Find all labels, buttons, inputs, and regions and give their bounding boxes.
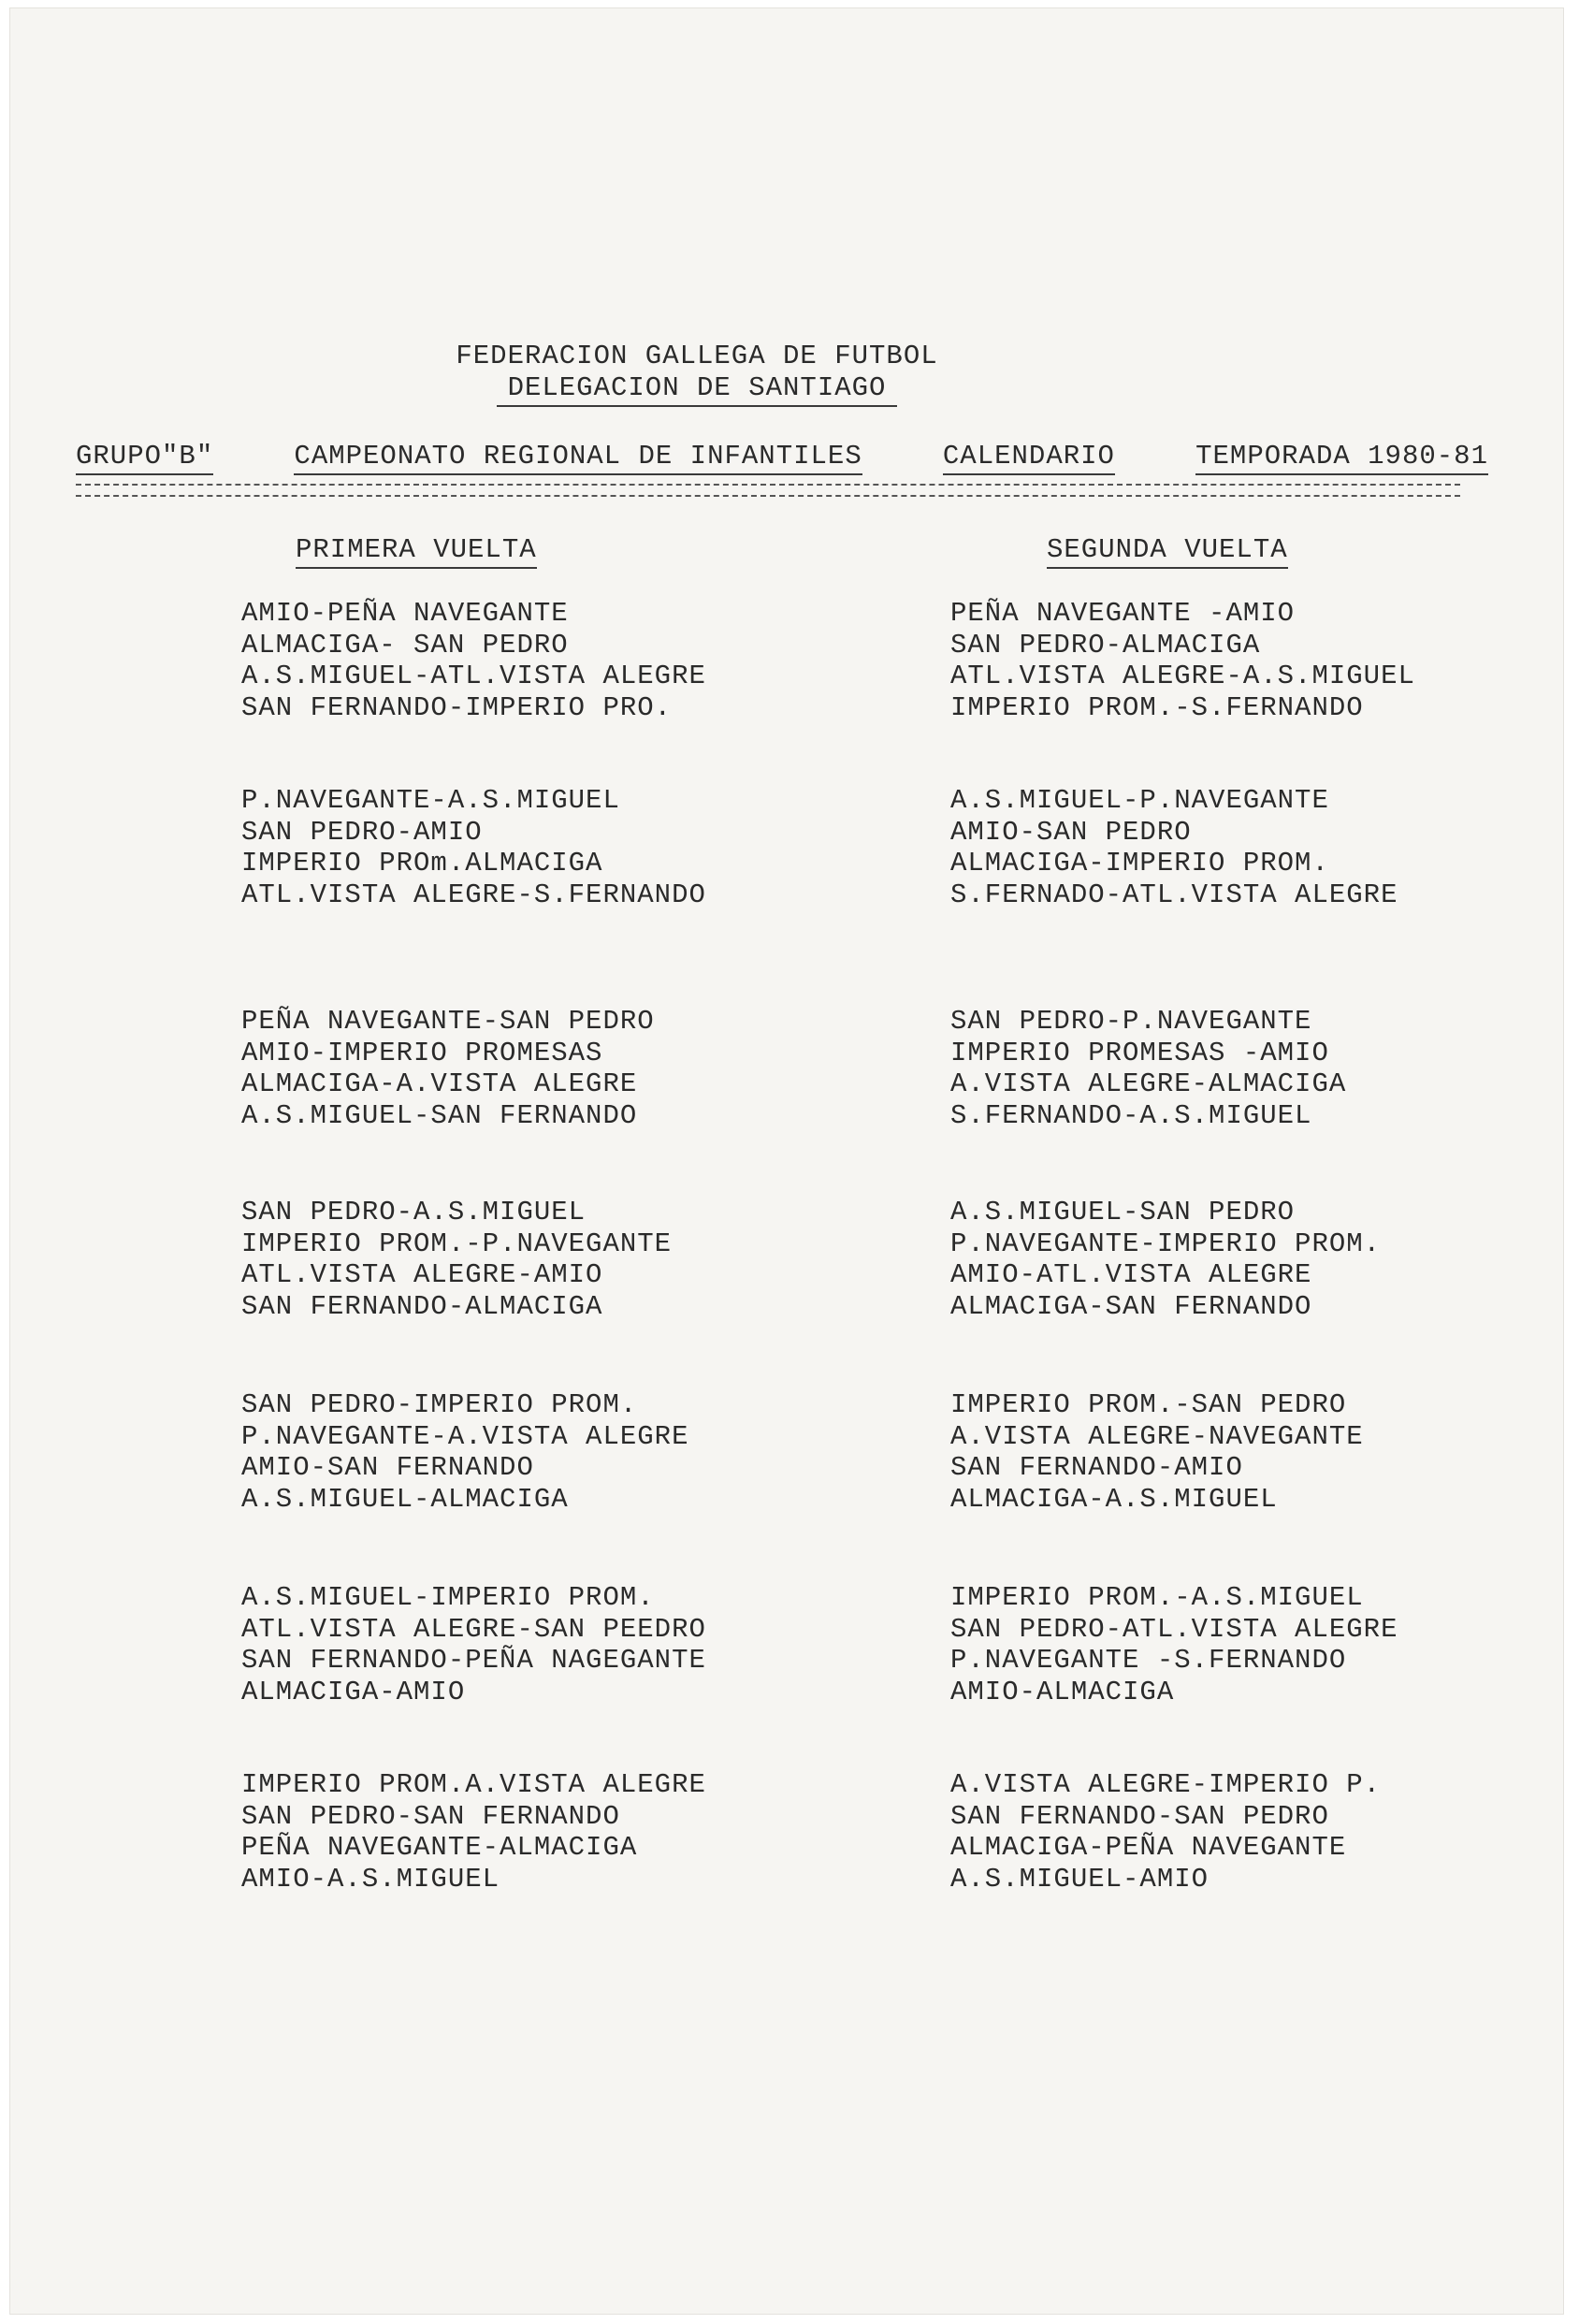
matchday-block — [241, 598, 706, 723]
match-line: ATL.VISTA ALEGRE-SAN PEEDRO — [241, 1613, 706, 1645]
match-line: ALMACIGA-PEÑA NAVEGANTE — [950, 1832, 1347, 1863]
season-label: TEMPORADA 1980-81 — [1195, 441, 1488, 475]
match-line: ATL.VISTA ALEGRE-A.S.MIGUEL — [950, 661, 1415, 691]
delegation-subtitle — [0, 372, 1473, 403]
match-line: A.S.MIGUEL-SAN FERNANDO — [241, 1099, 638, 1131]
match-line: IMPERIO PROM.-S.FERNANDO — [950, 691, 1364, 723]
match-line: IMPERIO PROM.-SAN PEDRO — [950, 1389, 1347, 1420]
match-line: IMPERIO PROM.-P.NAVEGANTE — [241, 1227, 673, 1259]
calendar-label: CALENDARIO — [943, 441, 1115, 475]
match-line: ALMACIGA-A.S.MIGUEL — [950, 1483, 1278, 1515]
match-line: SAN FERNANDO-IMPERIO PRO. — [241, 691, 673, 723]
match-line: SAN FERNANDO-PEÑA NAGEGANTE — [241, 1645, 706, 1676]
match-line: ALMACIGA-SAN FERNANDO — [950, 1290, 1312, 1322]
matchday-block — [950, 1006, 1346, 1131]
match-line: IMPERIO PROM.-A.S.MIGUEL — [950, 1582, 1364, 1613]
matchday-block — [950, 1389, 1364, 1515]
match-line: ATL.VISTA ALEGRE-AMIO — [241, 1259, 603, 1290]
matchday-block — [950, 598, 1415, 723]
group-label: GRUPO"B" — [76, 441, 213, 475]
match-line: A.S.MIGUEL-P.NAVEGANTE — [950, 785, 1329, 816]
match-line: A.VISTA ALEGRE-ALMACIGA — [950, 1068, 1347, 1099]
match-line: SAN PEDRO-IMPERIO PROM. — [241, 1389, 638, 1420]
championship-line — [76, 441, 1488, 475]
match-line: A.S.MIGUEL-SAN PEDRO — [950, 1197, 1296, 1227]
match-line: S.FERNADO-ATL.VISTA ALEGRE — [950, 879, 1398, 910]
match-line: AMIO-ATL.VISTA ALEGRE — [950, 1259, 1312, 1290]
match-line: A.VISTA ALEGRE-IMPERIO P. — [950, 1769, 1382, 1800]
match-line: IMPERIO PROm.ALMACIGA — [241, 848, 603, 879]
match-line: ATL.VISTA ALEGRE-S.FERNANDO — [241, 879, 706, 910]
match-line: P.NAVEGANTE-A.VISTA ALEGRE — [241, 1420, 689, 1452]
typewritten-sheet — [9, 7, 1564, 2315]
matchday-block — [241, 1197, 672, 1322]
matchday-block — [950, 1197, 1381, 1322]
match-line: P.NAVEGANTE -S.FERNANDO — [950, 1645, 1347, 1676]
matchday-block — [241, 785, 706, 910]
matchday-block — [241, 1389, 688, 1515]
match-line: IMPERIO PROM.A.VISTA ALEGRE — [241, 1769, 706, 1800]
match-line: SAN PEDRO-P.NAVEGANTE — [950, 1006, 1312, 1037]
match-line: A.S.MIGUEL-AMIO — [950, 1863, 1210, 1895]
segunda-vuelta-heading — [1047, 534, 1288, 565]
match-line: SAN PEDRO-AMIO — [241, 816, 483, 848]
matchday-block — [241, 1006, 655, 1131]
delegation-text: DELEGACION DE SANTIAGO — [497, 372, 898, 407]
match-line: SAN FERNANDO-SAN PEDRO — [950, 1800, 1329, 1832]
match-line: SAN FERNANDO-ALMACIGA — [241, 1290, 603, 1322]
match-line: PEÑA NAVEGANTE -AMIO — [950, 598, 1296, 629]
federation-title: FEDERACION GALLEGA DE FUTBOL — [456, 341, 938, 371]
match-line: P.NAVEGANTE-IMPERIO PROM. — [950, 1227, 1382, 1259]
match-line: ALMACIGA- SAN PEDRO — [241, 629, 569, 661]
match-line: SAN PEDRO-ATL.VISTA ALEGRE — [950, 1613, 1398, 1645]
match-line: A.VISTA ALEGRE-NAVEGANTE — [950, 1420, 1364, 1452]
matchday-block — [950, 1769, 1381, 1895]
match-line: A.S.MIGUEL-ALMACIGA — [241, 1483, 569, 1515]
championship-label: CAMPEONATO REGIONAL DE INFANTILES — [294, 441, 862, 475]
match-line: ALMACIGA-A.VISTA ALEGRE — [241, 1068, 638, 1099]
match-line: AMIO-SAN PEDRO — [950, 816, 1192, 848]
match-line: AMIO-IMPERIO PROMESAS — [241, 1037, 603, 1068]
match-line: SAN FERNANDO-AMIO — [950, 1452, 1243, 1483]
primera-vuelta-title: PRIMERA VUELTA — [296, 534, 537, 569]
match-line: IMPERIO PROMESAS -AMIO — [950, 1037, 1329, 1068]
match-line: AMIO-A.S.MIGUEL — [241, 1863, 500, 1895]
match-line: SAN PEDRO-SAN FERNANDO — [241, 1800, 620, 1832]
primera-vuelta-heading — [296, 534, 537, 565]
match-line: A.S.MIGUEL-ATL.VISTA ALEGRE — [241, 661, 706, 691]
matchday-block — [241, 1769, 706, 1895]
matchday-block — [950, 1582, 1398, 1707]
match-line: PEÑA NAVEGANTE-SAN PEDRO — [241, 1006, 655, 1037]
match-line: PEÑA NAVEGANTE-ALMACIGA — [241, 1832, 638, 1863]
match-line: AMIO-SAN FERNANDO — [241, 1452, 534, 1483]
double-dashed-rule — [76, 484, 1460, 497]
segunda-vuelta-title: SEGUNDA VUELTA — [1047, 534, 1288, 569]
match-line: ALMACIGA-IMPERIO PROM. — [950, 848, 1329, 879]
match-line: AMIO-ALMACIGA — [950, 1676, 1175, 1707]
match-line: ALMACIGA-AMIO — [241, 1676, 466, 1707]
match-line: SAN PEDRO-A.S.MIGUEL — [241, 1197, 587, 1227]
match-line: AMIO-PEÑA NAVEGANTE — [241, 598, 569, 629]
match-line: A.S.MIGUEL-IMPERIO PROM. — [241, 1582, 655, 1613]
matchday-block — [241, 1582, 706, 1707]
matchday-block — [950, 785, 1398, 910]
match-line: SAN PEDRO-ALMACIGA — [950, 629, 1261, 661]
match-line: S.FERNANDO-A.S.MIGUEL — [950, 1099, 1312, 1131]
match-line: P.NAVEGANTE-A.S.MIGUEL — [241, 785, 620, 816]
